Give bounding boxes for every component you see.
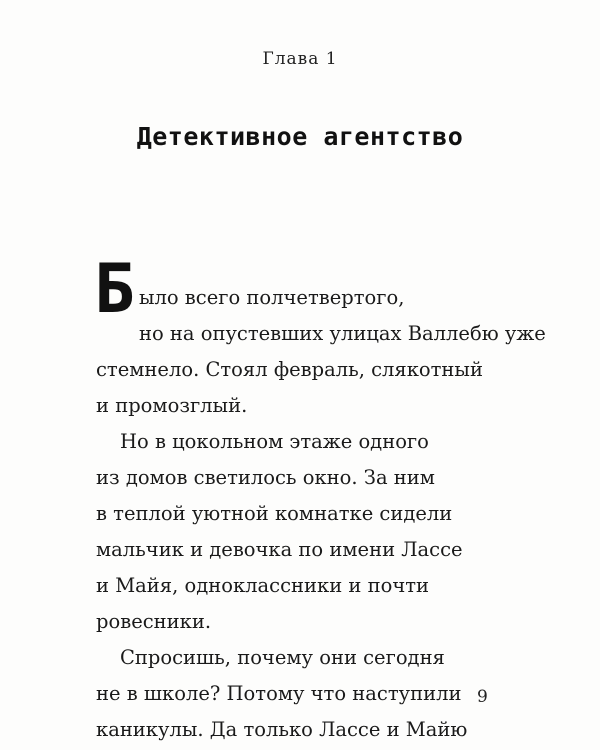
text-line: не в школе? Потому что наступили (96, 682, 462, 705)
body-text (94, 250, 546, 748)
text-line: Но в цокольном этаже одного (120, 430, 429, 453)
text-line: и Майя, одноклассники и почти (96, 574, 429, 597)
text-line: мальчик и девочка по имени Лассе (96, 538, 463, 561)
drop-cap: Б (94, 250, 135, 329)
text-line: в теплой уютной комнатке сидели (96, 502, 453, 525)
chapter-title: Детективное агентство (136, 122, 464, 151)
paragraph-2 (96, 424, 516, 640)
page-number: 9 (477, 687, 488, 707)
text-line: Спросишь, почему они сегодня (120, 646, 445, 669)
text-line: но на опустевших улицах Валлебю уже (138, 322, 546, 345)
text-line: ровесники. (96, 610, 212, 633)
paragraph-3 (96, 640, 516, 748)
text-line: и промозглый. (96, 394, 248, 417)
text-line: каникулы. Да только Лассе и Майю (96, 718, 468, 741)
text-line: из домов светилось окно. За ним (96, 466, 435, 489)
paragraph-1 (94, 250, 546, 424)
chapter-label: Глава 1 (262, 49, 338, 69)
text-line: стемнело. Стоял февраль, слякотный (96, 358, 483, 381)
text-line: ыло всего полчетвертого, (138, 286, 405, 309)
